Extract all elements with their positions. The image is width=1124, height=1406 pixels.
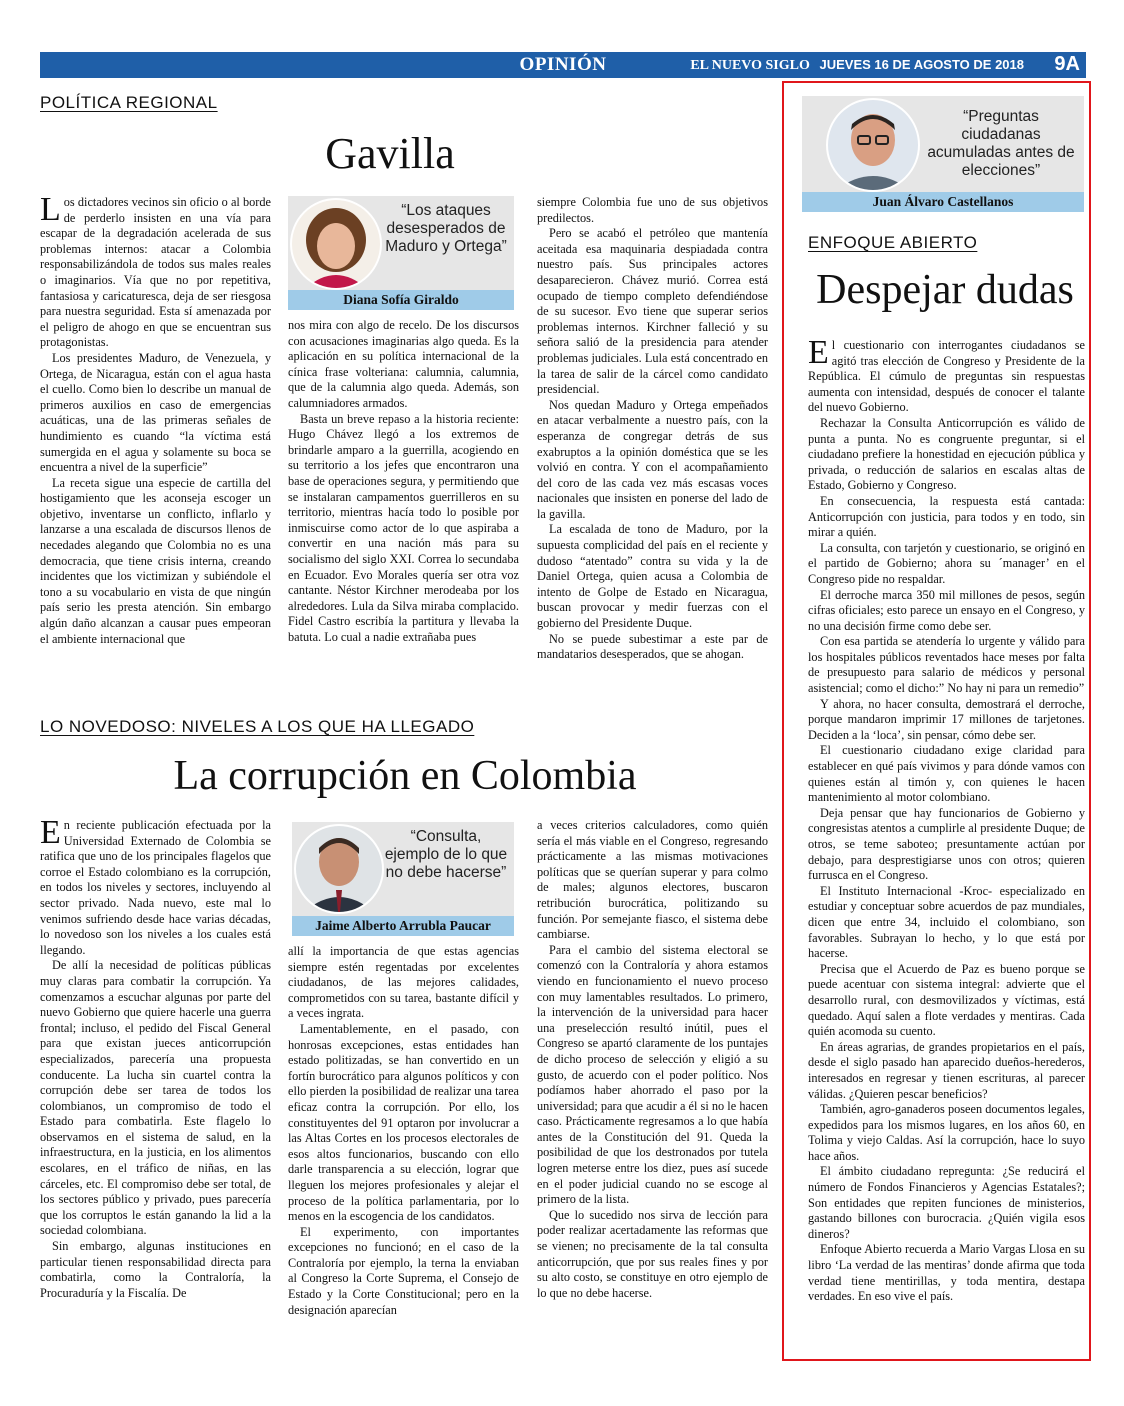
author-photo-icon <box>296 826 382 912</box>
article2-column-1 <box>40 818 271 1358</box>
author-photo-icon <box>292 200 380 288</box>
issue-date: JUEVES 16 DE AGOSTO DE 2018 <box>819 57 1024 72</box>
article1-title: Gavilla <box>325 129 455 178</box>
article3-paragraph: El Instituto Internacional -Kroc- especializado en estudiar y conceptuar sobre acuerdos de paz mundiales, dicen que entre 34, incluido el colombiano, son favorables. Subrayan lo hecho, y lo que está por hacerse. <box>808 883 1085 961</box>
article3-paragraph: El ámbito ciudadano repregunta: ¿Se reducirá el número de Fondos Financieros y Agencias Estatales?; Son entidades que repiten funciones de ministerios, gastando billones con burocracia. ¿Quién vigila esos dineros? <box>808 1164 1085 1241</box>
section-title: OPINIÓN <box>519 54 607 75</box>
article1-paragraph: Basta un breve repaso a la historia reciente: Hugo Chávez llegó a los extremos de brindarle amparo a la guerrilla, acogiendo en su territorio a los jefes que encontraron una base de operaciones segura, y permitiendo que se instalaran campamentos guerrilleros en su territorio, mientras hacía todo lo posible por inmiscuirse como actor de lo que aspiraba a convertir en una nación más para su socialismo del siglo XXI. Correa lo secundaba en Ecuador. Evo Morales quería ser otra voz cantante. Néstor Kirchner merodeaba por los alrededores. Lula da Silva miraba complacido. Fidel Castro escribía la partitura y llevaba la batuta. Lo cual a nadie extrañaba pues <box>288 411 519 644</box>
drop-cap: E <box>40 818 61 851</box>
article1-paragraph: Pero se acabó el petróleo que mantenía aceitada esa maquinaria despiadada contra nuestro país. Sus principales actores desaparecieron. Chávez murió. Correa está ocupado de tiempo completo defendiéndose de su sucesor. Evo tiene que superar serios problemas internos. Kirchner falleció y su señora salió de la presidencia para atender problemas judiciales. Lula está concentrado en la tarea de salir de la cárcel como candidato presidencial. <box>537 226 768 397</box>
article3-paragraph: Precisa que el Acuerdo de Paz es bueno porque se puede acentuar con sistema integral: advierte que el desarrollo rural, con desmovilizados y víctimas, está quedado. Aquí salen a flote verdades y mentiras. Cada quién acomoda su cuento. <box>808 961 1085 1039</box>
article2-column-2 <box>288 944 519 1358</box>
author-portrait <box>294 824 384 914</box>
author-photo-icon <box>828 100 918 190</box>
article2-column-3 <box>537 818 768 1358</box>
article1-quote-box <box>288 196 514 310</box>
article1-column-3 <box>537 195 768 705</box>
article3-quote-box <box>802 96 1084 212</box>
article1-paragraph: La receta sigue una especie de cartilla del hostigamiento que les aconseja escoger un objetivo, inventarse un conflicto, inflarlo y lanzarse a una escalada de discursos llenos de necedades alegando que Colombia no es una democracia, que tiene crisis interna, creando incidentes que los victimizan y subiéndole el tono a su vocabulario en vista de que ningún país serio les presta atención. Sin embargo algún daño alcanzan a causar pues empeoran el ambiente internacional que <box>40 475 271 646</box>
article1-paragraph: nos mira con algo de recelo. De los discursos con acusaciones imaginarias algo queda. Es la aplicación en su política internacional de la cínica frase volteriana: calumnia, calumnia, que de la calumnia algo queda. Además, son calumniadores armados. <box>288 318 519 410</box>
page-number: 9A <box>1054 53 1080 75</box>
author-portrait <box>290 198 382 290</box>
article3-paragraph: El cuestionario ciudadano exige claridad para establecer en qué país vivimos y para dónde vamos con quienes están al timón y, con quienes le hacen mantenimiento al motor colombiano. <box>808 743 1085 805</box>
article2-paragraph: El experimento, con importantes excepciones no funcionó; en el caso de la Contraloría por ejemplo, la terna la enviaban al Congreso la Corte Suprema, el Consejo de Estado y la Corte Constitucional; pero en la designación aparecían <box>288 1224 519 1317</box>
article3-title: Despejar dudas <box>816 267 1074 313</box>
article2-paragraph: allí la importancia de que estas agencias siempre estén regentadas por excelentes ciudadanos, de las mejores calidades, comprometidos con su tarea, bastante difícil y a veces ingrata. <box>288 944 519 1021</box>
article3-paragraph: En consecuencia, la respuesta está cantada: Anticorrupción con justicia, para todos y en todo, sin mirar a quién. <box>808 493 1085 540</box>
article3-paragraph: Enfoque Abierto recuerda a Mario Vargas Llosa en su libro ‘La verdad de las mentiras’ donde afirma que toda verdad tiene mentirillas, y toda mentira, destapa verdades. En eso vive el país. <box>808 1242 1085 1304</box>
paper-name: EL NUEVO SIGLO <box>690 58 810 73</box>
article3-paragraph: También, agro-ganaderos poseen documentos legales, expedidos para los mismos lugares, en los años 60, en Tolima y viejo Caldas. Así la corrupción, hace lo suyo hace años. <box>808 1102 1085 1163</box>
paper-info <box>690 57 1024 74</box>
drop-cap: E <box>808 338 829 371</box>
article2-paragraph: Sin embargo, algunas instituciones en particular tienen responsabilidad directa para combatirla, como la Contraloría, la Procuraduría y la Fiscalía. De <box>40 1239 271 1300</box>
article3-paragraph: Con esa partida se atendería lo urgente y válido para los hospitales públicos reventados hace meses por falta de presupuesto para salario de médicos y personal asistencial; como el dicho:” No hay ni para un remedio” <box>808 634 1085 696</box>
author-name: Jaime Alberto Arrubla Paucar <box>292 916 514 936</box>
article2-paragraph: Para el cambio del sistema electoral se comenzó con la Contraloría y ahora estamos viendo en funcionamiento el nuevo proceso con muy lamentables resultados. Lo primero, la intervención de la universidad para hacer una preselección resultó inútil, pues el Congreso se apartó claramente de los puntajes de dicho proceso de selección y eligió a su gusto, de acuerdo con el poder político. Nos podíamos haber ahorrado el paso por la universidad; para que acudir a él si no le hacen caso. Prácticamente regresamos a lo que había antes de la Constitución del 91. Queda la posibilidad de que los destronados por tutela logren meterse entre los diez, pues así sucede en el poder judicial cuando no se escoge al primero de la lista. <box>537 942 768 1207</box>
article1-paragraph: Los presidentes Maduro, de Venezuela, y Ortega, de Nicaragua, están con el agua hasta el cuello. Como bien lo describe un manual de primeros auxilios en caso de emergencias acuáticas, una de las primeras señales de hundimiento es cuando “la víctima está sumergida en el agua y solamente su boca se encuentra a nivel de la superficie” <box>40 350 271 475</box>
article1-paragraph: os dictadores vecinos sin oficio o al borde de perderlo insisten en una vía para escapar de la degradación acelerada de sus problemas internos: atacar a Colombia responsabilizándola de todos sus males reales o imaginarios. Vía que no por repetitiva, fantasiosa y caricaturesca, deja de ser riesgosa para nuestra seguridad. Esta sí amenazada por el peligro de ahogo en que se encuentran sus protagonistas. <box>40 195 271 350</box>
article1-paragraph: Nos quedan Maduro y Ortega empeñados en atacar verbalmente a nuestro país, con la esperanza de congregar detrás de sus exabruptos a la opinión doméstica que se les volvió en contra. Y con el acompañamiento del coro de las cada vez más escasas voces nacionales que insisten en ponerse del lado de la gavilla. <box>537 397 768 521</box>
article1-column-1 <box>40 195 271 705</box>
article3-paragraph: Deja pensar que hay funcionarios de Gobierno y congresistas atentos a cumplirle al presidente Duque; de otros, se teme saboteo; presuntamente actúan por debajo, para desprestigiarse unos con otros; quieren furrusca en el Congreso. <box>808 805 1085 883</box>
article3-kicker: ENFOQUE ABIERTO <box>808 233 978 252</box>
article1-column-2 <box>288 318 519 704</box>
article3-paragraph: Rechazar la Consulta Anticorrupción es válido de punta a punta. No es congruente preguntar, si el ciudadano prefiere la honestidad en ejecución pública y privada, o reducción de salarios en escalas altas de Estado, Gobierno y Congreso. <box>808 415 1085 493</box>
article2-paragraph: Lamentablemente, en el pasado, con honrosas excepciones, estas entidades han estado politizadas, se han convertido en un fortín burocrático para algunos políticos y con ello pierden la posibilidad de realizar una tarea eficaz contra la corrupción. Por ello, los constituyentes del 91 optaron por involucrar a las Altas Cortes en los procesos electorales de esos altos funcionarios, buscando con ello darle transparencia a su elección, lograr que lleguen los mejores profesionales y alejar el proceso de la política parlamentaria, por lo menos en la escogencia de los candidatos. <box>288 1021 519 1224</box>
author-name: Diana Sofía Giraldo <box>288 290 514 310</box>
article3-paragraph: l cuestionario con interrogantes ciudadanos se agitó tras elección de Congreso y Presidente de la República. El cúmulo de preguntas sin respuestas aumenta con intensidad, después de conocer el talante del nuevo Gobierno. <box>808 338 1085 415</box>
article2-paragraph: Que lo sucedido nos sirva de lección para poder realizar acertadamente las reformas que se vienen; no precisamente de la tal consulta anticorrupción, que por sus reales fines y por su alto costo, se constituye en otro ejemplo de lo que no debe hacerse. <box>537 1207 768 1300</box>
pull-quote: “Consulta, ejemplo de lo que no debe hacerse” <box>384 828 508 881</box>
pull-quote: “Los ataques desesperados de Maduro y Ortega” <box>385 202 507 255</box>
section-header-bar <box>40 52 1086 78</box>
article2-title: La corrupción en Colombia <box>173 753 637 799</box>
article2-paragraph: De allí la necesidad de políticas públicas muy claras para combatir la corrupción. Ya comenzamos a escuchar algunas por parte del nuevo Gobierno que quiere hacerle una guerra frontal; incluso, el pedido del Fiscal General para que existan jueces anticorrupción especializados, parecería una propuesta conducente. La lucha sin cuartel contra la corrupción debe ser tarea de todos los colombianos, un compromiso de todo el Estado para combatirla. Este flagelo lo observamos en el sistema de salud, en la infraestructura, en la justicia, en los alimentos escolares, en el tráfico de niñas, en las cárceles, etc. El compromiso debe ser total, de los sectores público y privado, pues parecería que los corruptos le están ganando la lid a la sociedad colombiana. <box>40 958 271 1238</box>
article2-kicker: LO NOVEDOSO: NIVELES A LOS QUE HA LLEGADO <box>40 717 475 736</box>
article3-column <box>808 338 1085 1350</box>
article2-quote-box <box>292 822 514 936</box>
article1-kicker: POLÍTICA REGIONAL <box>40 93 218 112</box>
article2-paragraph: n reciente publicación efectuada por la Universidad Externado de Colombia se ratifica que uno de los principales flagelos que corroe el Estado colombiano es la corrupción, en todos los niveles y sectores, incluyendo al sector privado. Nada nuevo, este mal lo venimos sufriendo desde hace varias décadas, lo novedoso son los niveles a los cuales está llegando. <box>40 818 271 957</box>
article3-paragraph: En áreas agrarias, de grandes propietarios en el país, desde el siglo pasado han aparecido dueños-herederos, interesados en regresar y tienen escrituras, al parecer válidas. ¿Quieren pescar beneficios? <box>808 1039 1085 1101</box>
pull-quote: “Preguntas ciudadanas acumuladas antes de elecciones” <box>927 108 1075 179</box>
author-name: Juan Álvaro Castellanos <box>802 192 1084 212</box>
article3-paragraph: El derroche marca 350 mil millones de pesos, según cifras oficiales; esto parece un ensayo en el Congreso, y no una decisión firme como debe ser. <box>808 587 1085 633</box>
article3-paragraph: Y ahora, no hacer consulta, demostrará el derroche, porque mandaron imprimir 17 millones de tarjetones. Deciden a la ‘loca’, sin pensar, cómo debe ser. <box>808 696 1085 742</box>
article1-paragraph: La escalada de tono de Maduro, por la supuesta complicidad del país en el reciente y dudoso “atentado” contra su vida y la de Daniel Ortega, quien acusa a Colombia de intento de Golpe de Estado en Nicaragua, buscan provocar y medir fuerzas con el gobierno del Presidente Duque. <box>537 522 768 631</box>
article1-paragraph: No se puede subestimar a este par de mandatarios desesperados, que se ahogan. <box>537 631 768 662</box>
article2-paragraph: a veces criterios calculadores, como quién sería el más viable en el Congreso, regresando prácticamente a las mismas motivaciones políticas que se querían superar y para colmo de males; algunos electores, buscaron retribución burocrática, politizando su función. Por semejante fiasco, el sistema debe cambiarse. <box>537 818 768 942</box>
article3-paragraph: La consulta, con tarjetón y cuestionario, se originó en el partido de Gobierno; ahora su ´manager’ en el Congreso pide no respaldar. <box>808 540 1085 586</box>
author-portrait <box>826 98 920 192</box>
article1-paragraph: siempre Colombia fue uno de sus objetivos predilectos. <box>537 195 768 225</box>
drop-cap: L <box>40 195 61 228</box>
